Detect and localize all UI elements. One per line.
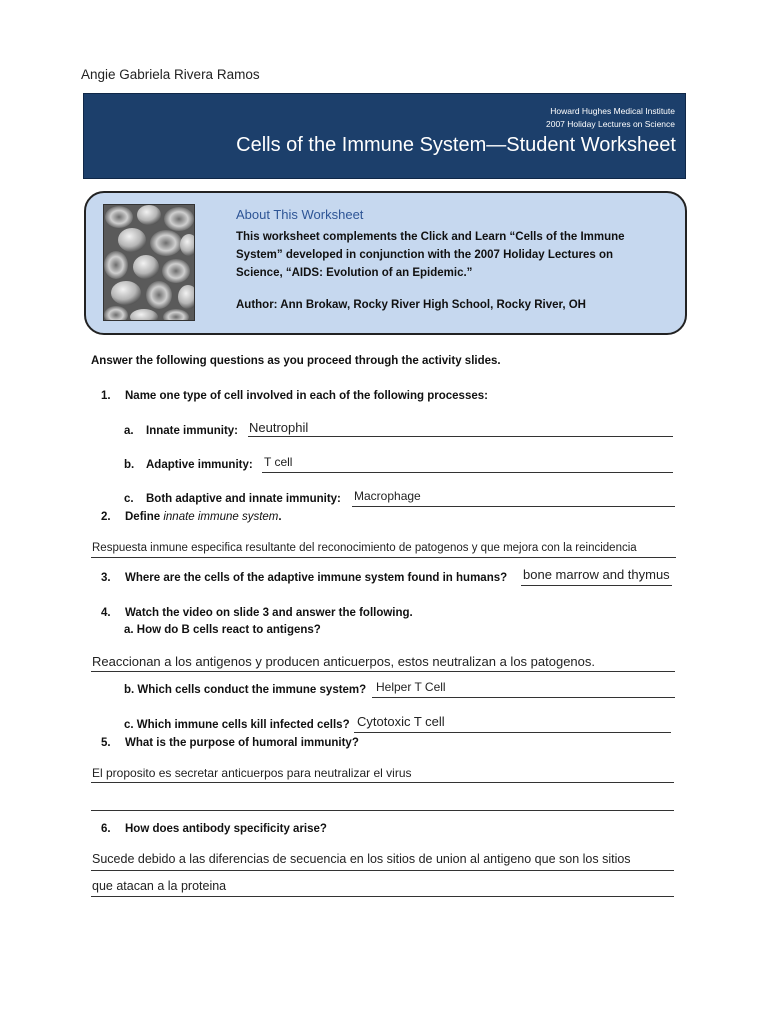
answer-line [91, 810, 674, 811]
answer-3[interactable]: bone marrow and thymus [523, 567, 670, 582]
answer-line [262, 472, 673, 473]
question-text: How does antibody specificity arise? [125, 823, 327, 835]
answer-line [91, 671, 675, 672]
sub-question-text: Both adaptive and innate immunity: [146, 493, 341, 505]
question-2 [101, 511, 282, 523]
question-1c [124, 493, 341, 505]
sub-letter: c. [124, 493, 134, 505]
question-number: 4. [101, 607, 111, 619]
answer-line [91, 782, 674, 783]
student-name: Angie Gabriela Rivera Ramos [81, 67, 260, 82]
lecture-series: 2007 Holiday Lectures on Science [546, 119, 675, 129]
answer-1c[interactable]: Macrophage [354, 489, 421, 503]
answer-6-line-1[interactable]: Sucede debido a las diferencias de secuencia en los sitios de union al antigeno que son los sitios [92, 852, 631, 866]
answer-4a[interactable]: Reaccionan a los antigenos y producen anticuerpos, estos neutralizan a los patogenos. [92, 654, 595, 669]
question-3 [101, 572, 507, 584]
answer-line [248, 436, 673, 437]
question-1a [124, 425, 238, 437]
question-text: Name one type of cell involved in each of the following processes: [125, 390, 488, 402]
question-4a: a. How do B cells react to antigens? [124, 624, 321, 636]
answer-4b[interactable]: Helper T Cell [376, 680, 446, 694]
sub-letter: b. [124, 459, 135, 471]
answer-5[interactable]: El proposito es secretar anticuerpos para neutralizar el virus [92, 766, 412, 780]
question-text: Where are the cells of the adaptive immune system found in humans? [125, 572, 508, 584]
question-1b [124, 459, 253, 471]
question-term: innate immune system [163, 511, 279, 523]
about-heading: About This Worksheet [236, 207, 364, 222]
org-name: Howard Hughes Medical Institute [550, 106, 675, 116]
author-credit: Author: Ann Brokaw, Rocky River High School, Rocky River, OH [236, 299, 586, 311]
answer-6-line-2[interactable]: que atacan a la proteina [92, 879, 227, 893]
answer-4c[interactable]: Cytotoxic T cell [357, 714, 445, 729]
question-1 [101, 390, 488, 402]
blood-cells-image [103, 204, 195, 321]
question-6 [101, 823, 327, 835]
about-worksheet-box [84, 191, 687, 335]
answer-line [521, 585, 672, 586]
answer-line [91, 896, 674, 897]
question-4c: c. Which immune cells kill infected cells? [124, 719, 350, 731]
sub-question-text: Adaptive immunity: [146, 459, 253, 471]
question-4 [101, 607, 413, 619]
answer-line [91, 557, 676, 558]
answer-line [352, 506, 675, 507]
question-text-suffix: . [278, 511, 282, 523]
question-5 [101, 737, 359, 749]
worksheet-title: Cells of the Immune System—Student Worksheet [236, 134, 676, 156]
question-number: 1. [101, 390, 111, 402]
worksheet-header-banner [83, 93, 686, 179]
about-description: This worksheet complements the Click and Learn “Cells of the Immune System” developed in conjunction with the 2007 Holiday Lectures on Science, “AIDS: Evolution of an Epidemic.” [236, 231, 625, 279]
question-number: 5. [101, 737, 111, 749]
question-text: What is the purpose of humoral immunity? [125, 737, 359, 749]
answer-1a[interactable]: Neutrophil [249, 420, 309, 435]
question-text: Define [125, 511, 164, 523]
sub-question-text: Innate immunity: [146, 425, 239, 437]
question-text: Watch the video on slide 3 and answer the following. [125, 607, 413, 619]
question-4b: b. Which cells conduct the immune system? [124, 684, 367, 696]
answer-2[interactable]: Respuesta inmune especifica resultante del reconocimiento de patogenos y que mejora con la reincidencia [92, 542, 637, 554]
answer-1b[interactable]: T cell [264, 455, 293, 469]
question-number: 2. [101, 511, 111, 523]
answer-line [91, 870, 674, 871]
answer-line [372, 697, 675, 698]
answer-line [354, 732, 671, 733]
instructions: Answer the following questions as you proceed through the activity slides. [91, 355, 501, 367]
sub-letter: a. [124, 425, 134, 437]
question-number: 3. [101, 572, 111, 584]
question-number: 6. [101, 823, 111, 835]
